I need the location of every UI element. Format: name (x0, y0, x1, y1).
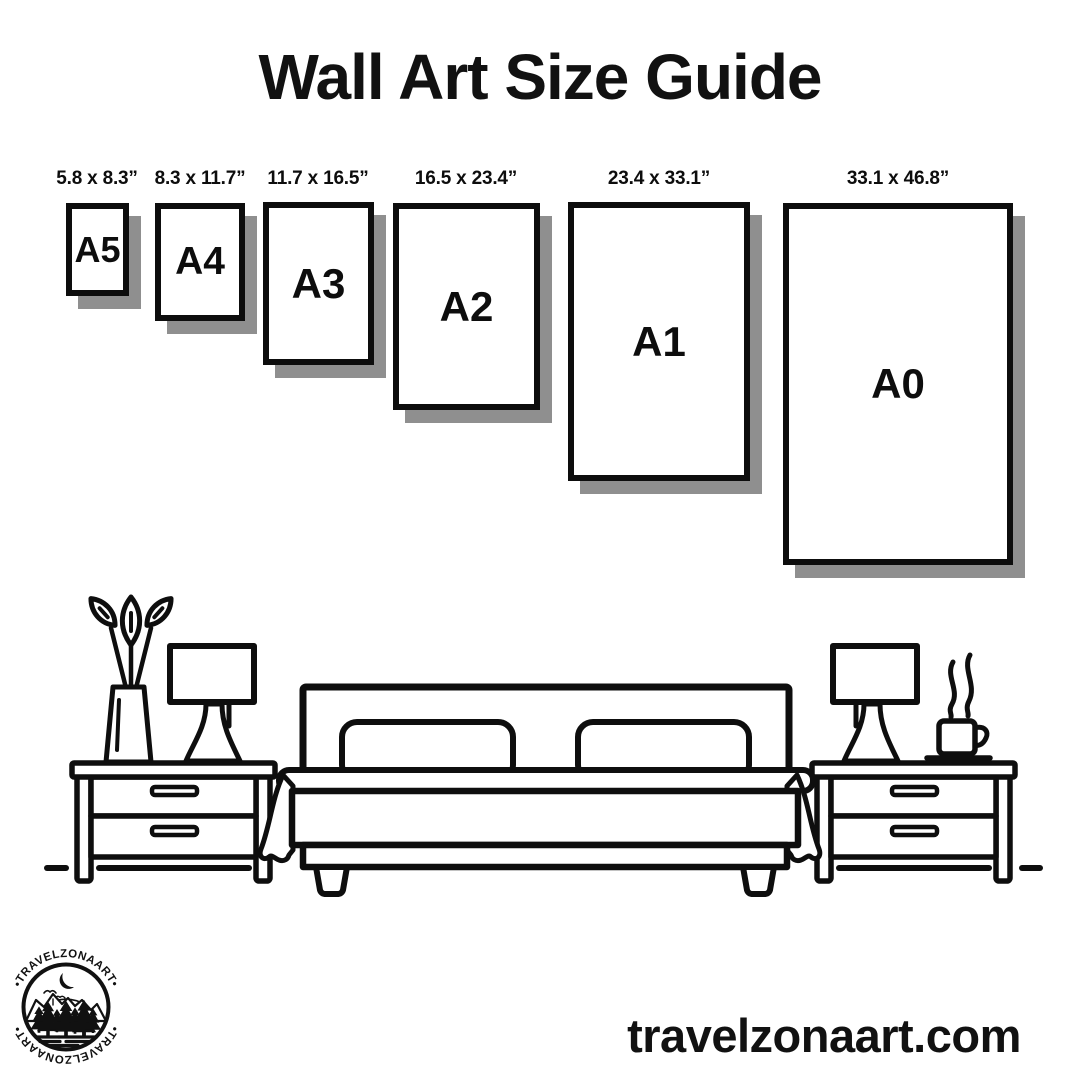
size-box-a0 (783, 203, 1013, 565)
size-dimensions-a3: 11.7 x 16.5” (267, 168, 369, 189)
size-dimensions-a5: 5.8 x 8.3” (56, 168, 138, 189)
size-letter-a4: A4 (175, 240, 225, 283)
website-url: travelzonaart.com (627, 1009, 1021, 1062)
size-letter-a1: A1 (632, 317, 686, 365)
logo-arc-top-text: •TRAVELZONAART• (11, 947, 121, 989)
page-title: Wall Art Size Guide (258, 41, 822, 113)
nightstand-left-icon (72, 763, 275, 881)
size-dimensions-a4: 8.3 x 11.7” (154, 168, 246, 189)
size-box-a3 (263, 202, 374, 365)
nightstand-right-icon (812, 763, 1015, 881)
logo-arc-bottom-text: •TRAVELZONAART• (11, 1024, 121, 1066)
bed-icon (260, 687, 820, 894)
brand-logo (0, 933, 132, 1081)
size-dimensions-a0: 33.1 x 46.8” (846, 168, 950, 189)
size-letter-a2: A2 (439, 282, 494, 330)
bedroom-illustration (0, 585, 1080, 905)
size-box-a1 (568, 202, 750, 481)
table-lamp-left-icon (170, 646, 254, 761)
size-dimensions-a2: 16.5 x 23.4” (414, 168, 518, 189)
plant-icon (86, 594, 177, 762)
size-box-a4 (155, 203, 245, 321)
size-box-a2 (393, 203, 540, 410)
size-box-a5 (66, 203, 129, 296)
table-lamp-right-icon (833, 646, 917, 761)
size-letter-a5: A5 (74, 228, 121, 270)
coffee-cup-icon (927, 655, 990, 758)
size-dimensions-a1: 23.4 x 33.1” (607, 168, 711, 189)
size-letter-a0: A0 (871, 360, 925, 407)
size-letter-a3: A3 (291, 259, 346, 307)
